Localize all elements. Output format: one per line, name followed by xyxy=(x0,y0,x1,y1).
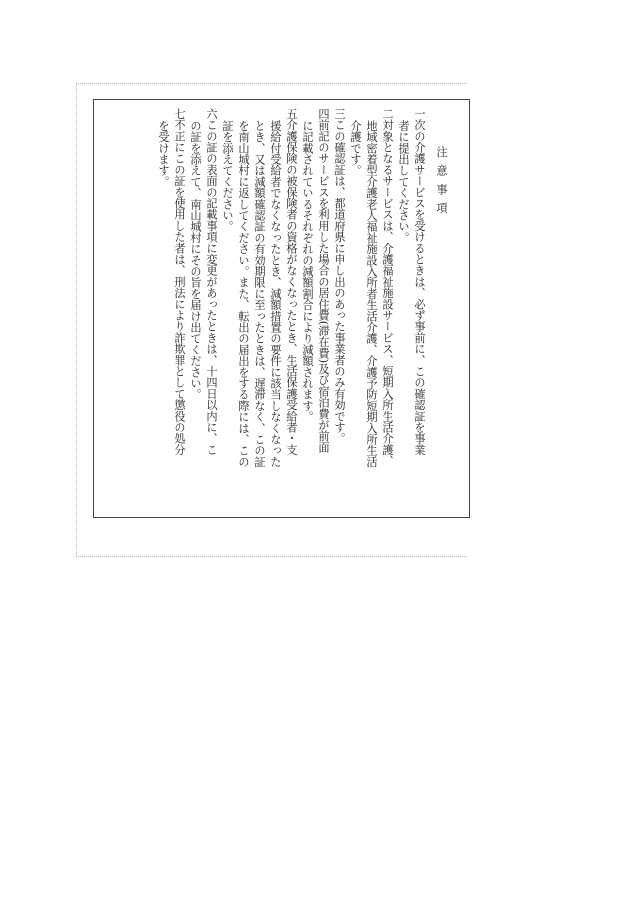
notice-item-1 xyxy=(395,108,427,508)
item-line: 者に提出してください。 xyxy=(397,120,410,244)
item-line: 地域密着型介護老人福祉施設入所者生活介護、介護予防短期入所生活 xyxy=(365,120,378,468)
item-line: 介護保険の被保険者の資格がなくなったとき、生活保護受給者・支 xyxy=(285,119,298,456)
item-line: 不正にこの証を使用した者は、刑法により詐欺罪として懲役の処分 xyxy=(173,119,186,456)
notice-item-3 xyxy=(331,108,347,508)
item-line: の証を添えて、南山城村にその旨を届け出てください。 xyxy=(189,120,202,400)
item-line: 前記のサービスを利用した場合の居住費(滞在費)及び宿泊費が前面 xyxy=(317,119,330,453)
item-line: を南山城村に返してください。また、転出の届出をする際には、この xyxy=(237,120,250,468)
item-number: 六 xyxy=(205,108,218,120)
item-line: 対象となるサービスは、介護福祉施設サービス、短期入所生活介護、 xyxy=(381,119,394,467)
item-number: 一 xyxy=(413,108,426,120)
item-line: とき、又は減額確認証の有効期限に至ったときは、遅滞なく、この証 xyxy=(253,120,266,468)
item-number: 三 xyxy=(333,108,346,120)
notice-item-4 xyxy=(299,108,331,508)
item-line: この確認証は、都道府県に申し出のあった事業者のみ有効です。 xyxy=(333,119,346,445)
notice-heading: 注 意 事 項 xyxy=(435,146,448,216)
item-line: を受けます。 xyxy=(157,120,170,188)
item-line: 証を添えてください。 xyxy=(221,120,234,232)
notice-item-7 xyxy=(155,108,187,508)
item-line: 援給付受給者でなくなったとき、減額措置の要件に該当しなくなった xyxy=(269,120,282,468)
item-line: 次の介護サービスを受けるときは、必ず事前に、この確認証を事業 xyxy=(413,119,426,456)
notice-item-6 xyxy=(187,108,219,508)
item-line: 介護です。 xyxy=(349,120,362,176)
notice-item-5 xyxy=(219,108,299,508)
item-line: この証の表面の記載事項に変更があったときは、十四日以内に、こ xyxy=(205,119,218,456)
item-line: に記載されているそれぞれの減額割合により減額されます。 xyxy=(301,120,314,423)
item-number: 五 xyxy=(285,108,298,120)
notice-text xyxy=(155,108,449,508)
notice-item-2 xyxy=(347,108,395,508)
item-number: 四 xyxy=(317,108,330,120)
item-number: 二 xyxy=(381,108,394,120)
item-number: 七 xyxy=(173,108,186,120)
